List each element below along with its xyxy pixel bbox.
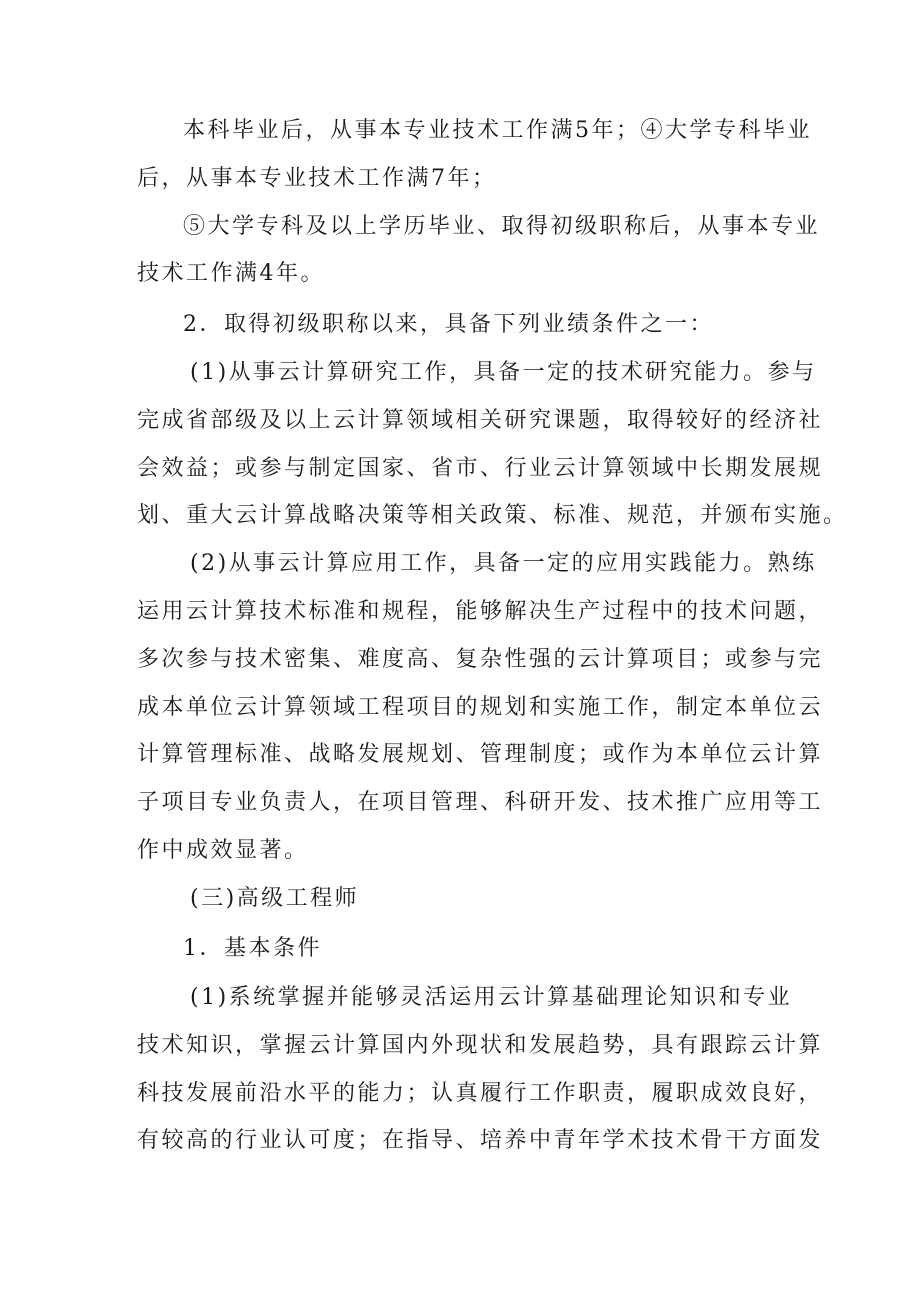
text-line: 技术工作满4年。 xyxy=(137,261,325,286)
text-line: ⑤大学专科及以上学历毕业、取得初级职称后，从事本专业 xyxy=(183,214,821,239)
text-line: (1)系统掌握并能够灵活运用云计算基础理论知识和专业 xyxy=(190,985,793,1010)
text-line: 2．取得初级职称以来，具备下列业绩条件之一： xyxy=(183,312,714,337)
text-line: (2)从事云计算应用工作，具备一定的应用实践能力。熟练 xyxy=(190,551,817,576)
text-line: 运用云计算技术标准和规程，能够解决生产过程中的技术问题， xyxy=(137,599,824,624)
text-line: 成本单位云计算领域工程项目的规划和实施工作，制定本单位云 xyxy=(137,695,824,720)
text-line: 会效益；或参与制定国家、省市、行业云计算领域中长期发展规 xyxy=(137,456,824,481)
text-line: 有较高的行业认可度；在指导、培养中青年学术技术骨干方面发 xyxy=(137,1128,824,1153)
subsection-heading: 1．基本条件 xyxy=(183,936,322,961)
text-line: (1)从事云计算研究工作，具备一定的技术研究能力。参与 xyxy=(190,360,817,385)
text-line: 本科毕业后，从事本专业技术工作满5年；④大学专科毕业 xyxy=(183,118,812,143)
text-line: 作中成效显著。 xyxy=(137,838,309,863)
text-line: 划、重大云计算战略决策等相关政策、标准、规范，并颁布实施。 xyxy=(137,503,848,528)
text-line: 完成省部级及以上云计算领域相关研究课题，取得较好的经济社 xyxy=(137,408,824,433)
text-line: 技术知识，掌握云计算国内外现状和发展趋势，具有跟踪云计算 xyxy=(137,1033,824,1058)
section-heading: (三)高级工程师 xyxy=(190,886,360,911)
text-line: 科技发展前沿水平的能力；认真履行工作职责，履职成效良好， xyxy=(137,1081,824,1106)
text-line: 多次参与技术密集、难度高、复杂性强的云计算项目；或参与完 xyxy=(137,647,824,672)
text-line: 计算管理标准、战略发展规划、管理制度；或作为本单位云计算 xyxy=(137,742,824,767)
text-line: 后，从事本专业技术工作满7年； xyxy=(137,166,497,191)
text-line: 子项目专业负责人，在项目管理、科研开发、技术推广应用等工 xyxy=(137,790,824,815)
